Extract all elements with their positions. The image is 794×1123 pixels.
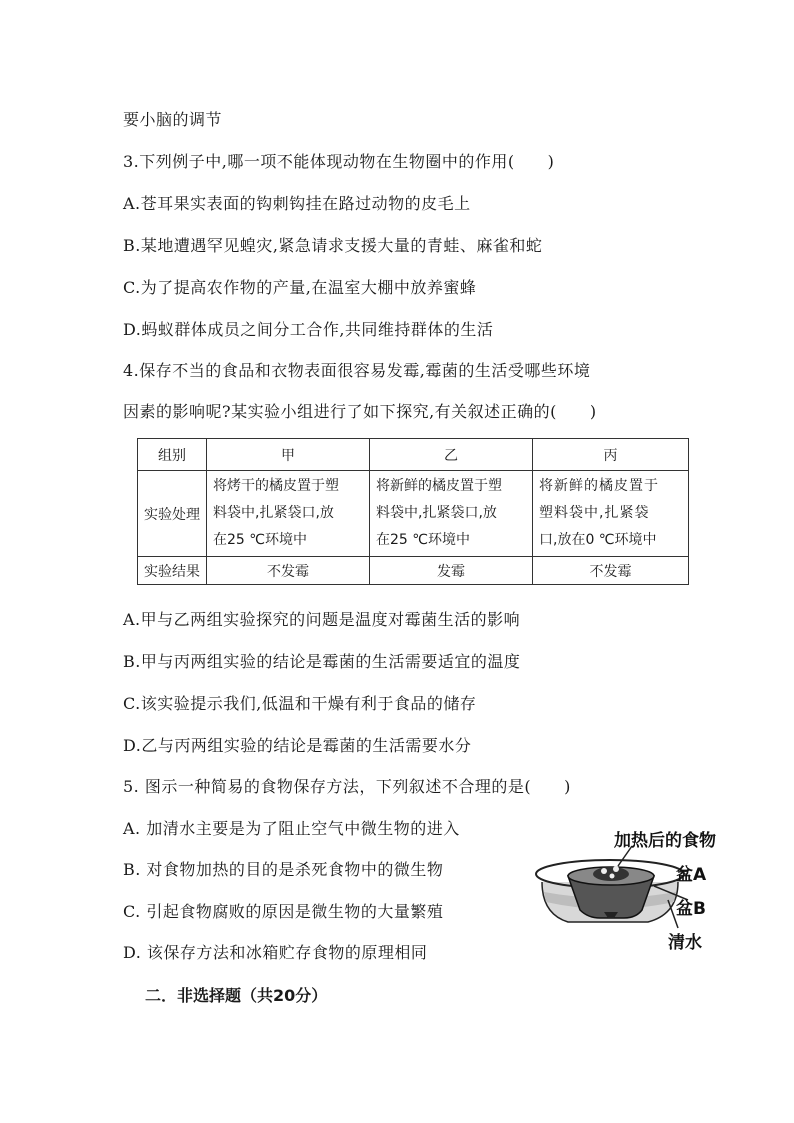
q5-option-a: A. 加清水主要是为了阻止空气中微生物的进入 [123,819,460,838]
process-jia-line: 将烤干的橘皮置于塑 [213,478,339,494]
table-row-result [138,557,689,585]
result-yi: 发霉 [370,557,533,585]
label-water: 清水 [668,933,702,953]
q4-option-a: A.甲与乙两组实验探究的问题是温度对霉菌生活的影响 [123,610,521,629]
process-yi-line: 料袋中,扎紧袋口,放 [376,505,497,521]
food-detail [613,866,619,872]
q3-option-b: B.某地遭遇罕见蝗灾,紧急请求支援大量的青蛙、麻雀和蛇 [123,236,543,255]
question-3: 3.下列例子中,哪一项不能体现动物在生物圈中的作用( ) [123,152,555,171]
experiment-table [137,438,689,585]
q5-option-c: C. 引起食物腐败的原因是微生物的大量繁殖 [123,902,444,921]
label-basin-a: 盆A [676,865,707,885]
header-bing: 丙 [533,439,689,471]
process-bing [533,471,689,557]
q5-option-b: B. 对食物加热的目的是杀死食物中的微生物 [123,860,444,879]
process-label: 实验处理 [138,471,207,557]
process-yi [370,471,533,557]
q4-option-b: B.甲与丙两组实验的结论是霉菌的生活需要适宜的温度 [123,652,521,671]
question-5: 5. 图示一种简易的食物保存方法，下列叙述不合理的是( ) [123,777,571,796]
process-yi-line: 将新鲜的橘皮置于塑 [376,478,502,494]
label-heated-food: 加热后的食物 [614,831,716,851]
food-detail [601,868,607,874]
table-header-row [138,439,689,471]
q5-option-d: D. 该保存方法和冰箱贮存食物的原理相同 [123,943,428,962]
process-jia [207,471,370,557]
food-detail [610,874,615,879]
process-bing-line: 塑料袋中,扎紧袋 [539,505,650,521]
q3-option-c: C.为了提高农作物的产量,在温室大棚中放养蜜蜂 [123,278,477,297]
section-heading: 二．非选择题（共20分） [145,986,328,1005]
process-yi-line: 在25 ℃环境中 [376,532,470,548]
q3-option-d: D.蚂蚁群体成员之间分工合作,共同维持群体的生活 [123,320,494,339]
process-jia-line: 料袋中,扎紧袋口,放 [213,505,334,521]
q4-option-c: C.该实验提示我们,低温和干燥有利于食品的储存 [123,694,477,713]
question-4-line-1: 4.保存不当的食品和衣物表面很容易发霉,霉菌的生活受哪些环境 [123,361,591,380]
process-bing-line: 口,放在0 ℃环境中 [539,532,657,548]
q3-option-a: A.苍耳果实表面的钩刺钩挂在路过动物的皮毛上 [123,194,471,213]
result-bing: 不发霉 [533,557,689,585]
table-row-process [138,471,689,557]
result-jia: 不发霉 [207,557,370,585]
line-cont: 要小脑的调节 [123,110,223,129]
q4-option-d: D.乙与丙两组实验的结论是霉菌的生活需要水分 [123,736,472,755]
header-yi: 乙 [370,439,533,471]
header-group: 组别 [138,439,207,471]
header-jia: 甲 [207,439,370,471]
result-label: 实验结果 [138,557,207,585]
question-4-line-2: 因素的影响呢?某实验小组进行了如下探究,有关叙述正确的( ) [123,402,597,421]
process-jia-line: 在25 ℃环境中 [213,532,307,548]
process-bing-line: 将新鲜的橘皮置于 [539,478,659,494]
label-basin-b: 盆B [676,899,706,919]
food-preservation-figure [528,824,728,954]
